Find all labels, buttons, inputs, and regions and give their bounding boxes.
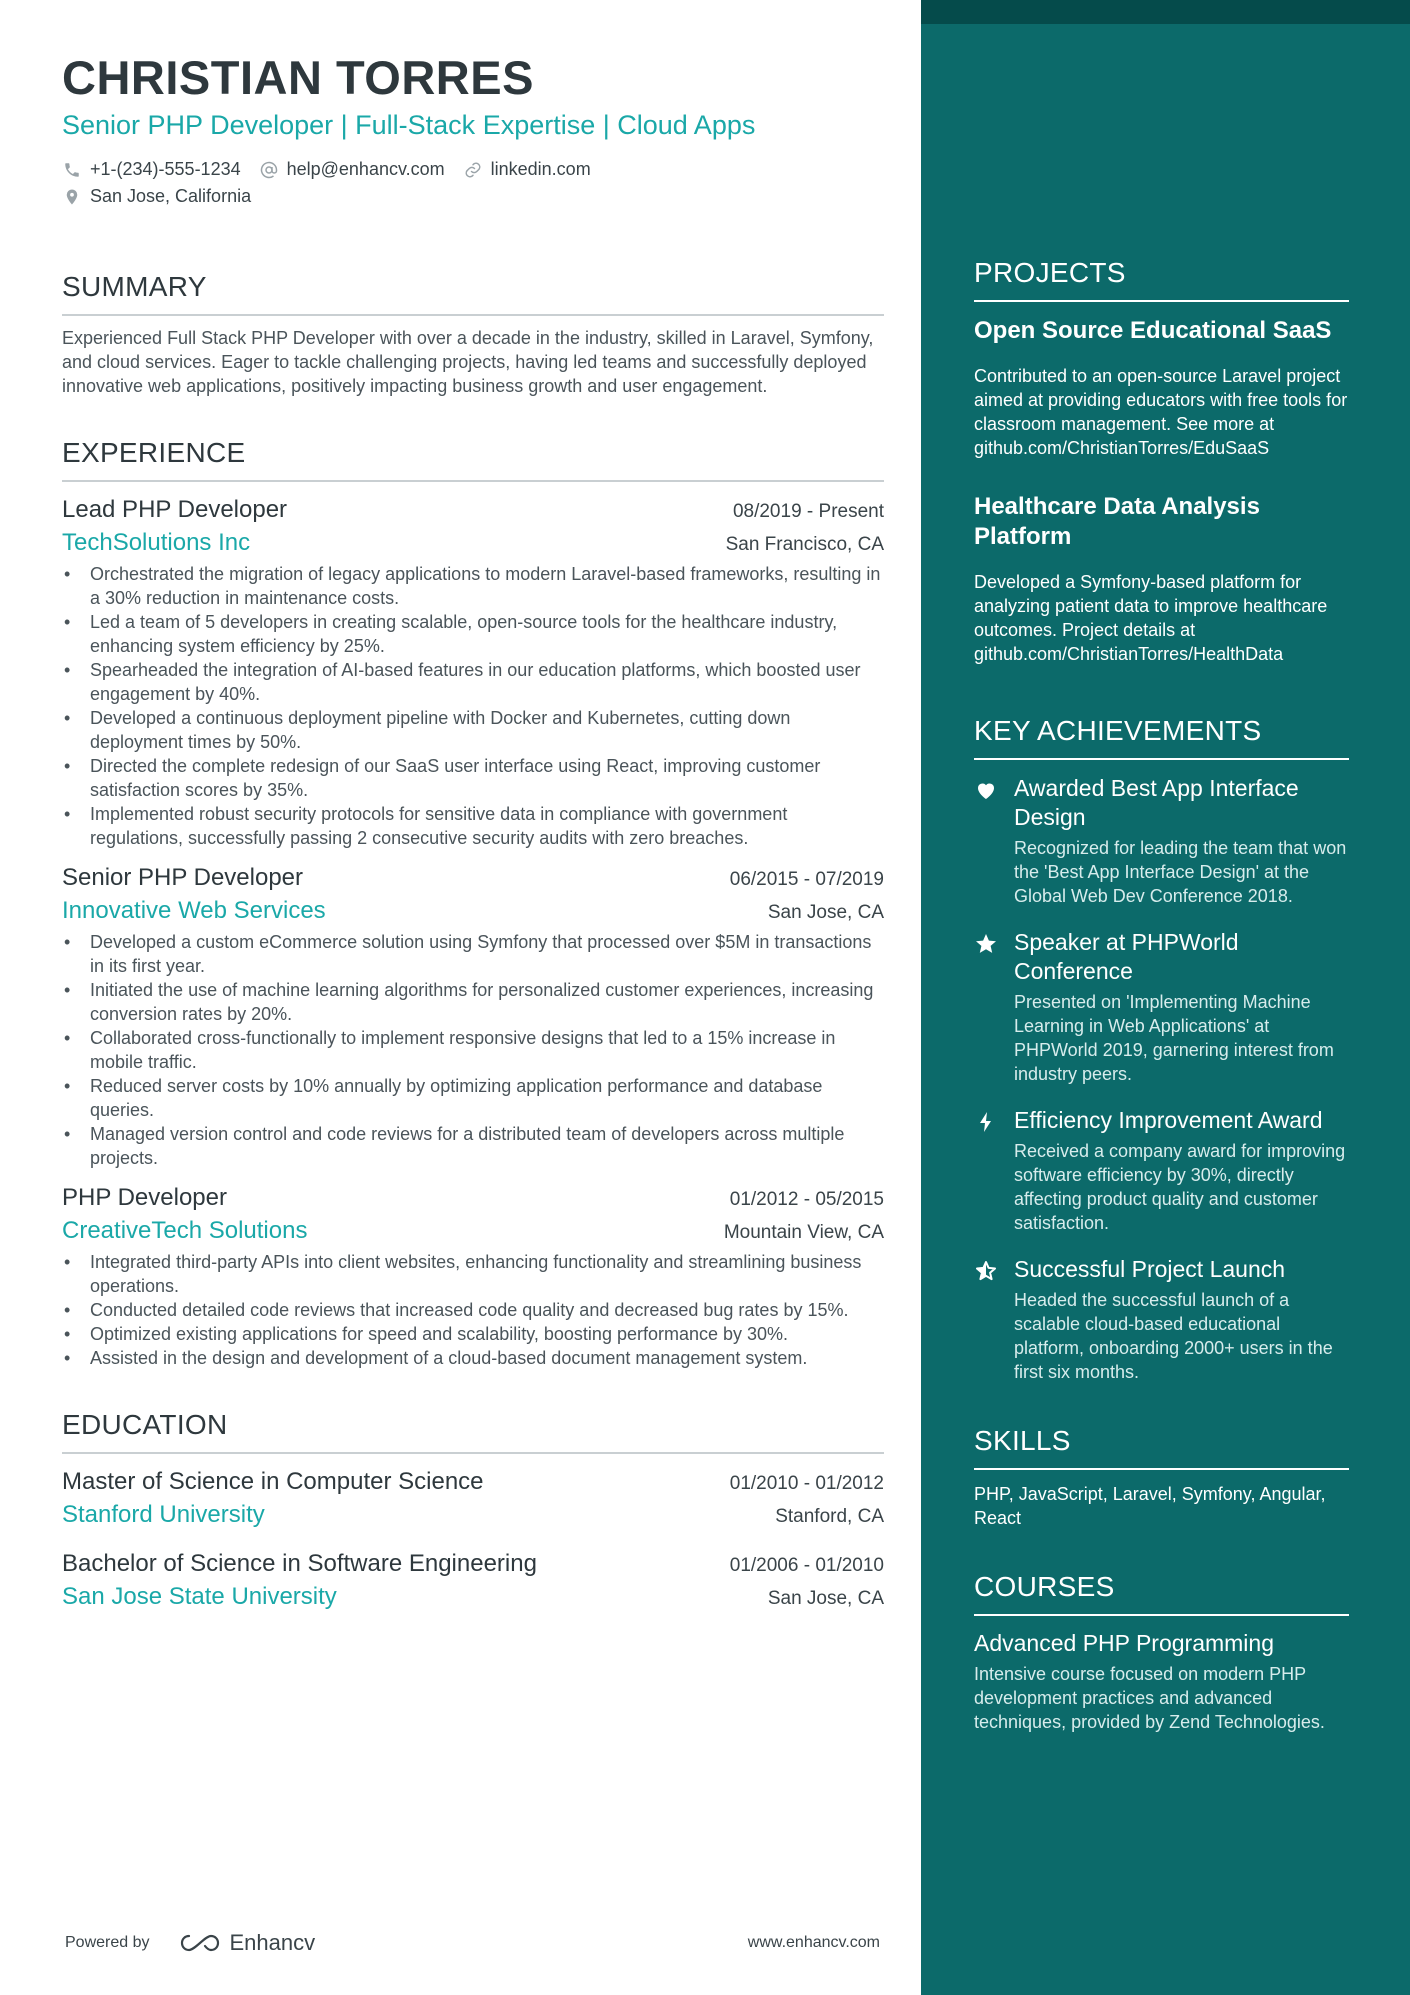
contact-info: [62, 156, 884, 210]
project-item: [974, 316, 1349, 460]
star-icon: [974, 928, 1014, 1086]
phone-contact[interactable]: [62, 159, 241, 180]
education-dates: 01/2006 - 01/2010: [729, 1555, 884, 1576]
job-bullets: [62, 1250, 884, 1370]
courses-section: [974, 1570, 1349, 1734]
lightning-icon: [974, 1106, 1014, 1235]
bullet-item: • Orchestrated the migration of legacy applications to modern Laravel-based frameworks, resulting in a 30% reduction in maintenance costs.: [62, 562, 884, 610]
job-location: Mountain View, CA: [723, 1222, 884, 1243]
achievement-description: Presented on 'Implementing Machine Learning in Web Applications' at PHPWorld 2019, garnering interest from industry peers.: [1014, 992, 1334, 1084]
achievement-item: [974, 1106, 1349, 1235]
project-title: Healthcare Data Analysis Platform: [974, 493, 1260, 550]
achievement-description: Recognized for leading the team that won the 'Best App Interface Design' at the Global Web Dev Conference 2018.: [1014, 838, 1347, 906]
link-icon: [463, 160, 483, 180]
linkedin-text: linkedin.com: [490, 159, 591, 179]
bullet-item: • Optimized existing applications for speed and scalability, boosting performance by 30%.: [62, 1322, 884, 1346]
job-location: San Francisco, CA: [725, 534, 884, 555]
school-location: San Jose, CA: [767, 1588, 884, 1609]
experience-title: EXPERIENCE: [62, 436, 884, 482]
achievement-description: Headed the successful launch of a scalable cloud-based educational platform, onboarding 2000+ users in the first six months.: [1014, 1290, 1333, 1382]
achievements-title: KEY ACHIEVEMENTS: [974, 714, 1349, 760]
job-dates: 06/2015 - 07/2019: [729, 869, 884, 890]
bullet-item: • Led a team of 5 developers in creating scalable, open-source tools for the healthcare industry, enhancing system efficiency by 25%.: [62, 610, 884, 658]
phone-icon: [62, 160, 82, 180]
projects-section: [974, 256, 1349, 666]
sidebar: [921, 0, 1410, 1995]
bullet-item: • Spearheaded the integration of AI-based features in our education platforms, which boosted user engagement by 40%.: [62, 658, 884, 706]
location-contact: [62, 186, 251, 207]
summary-title: SUMMARY: [62, 270, 884, 316]
website-link[interactable]: www.enhancv.com: [747, 1934, 880, 1951]
footer: [65, 1928, 880, 1958]
education-entry: [62, 1548, 884, 1614]
course-title: Advanced PHP Programming: [974, 1630, 1274, 1656]
achievements-section: [974, 714, 1349, 1384]
education-title: EDUCATION: [62, 1408, 884, 1454]
bullet-item: • Directed the complete redesign of our SaaS user interface using React, improving customer satisfaction scores by 35%.: [62, 754, 884, 802]
education-entry: [62, 1466, 884, 1532]
achievement-description: Received a company award for improving software efficiency by 30%, directly affecting product quality and customer satisfaction.: [1014, 1141, 1346, 1233]
skills-title: SKILLS: [974, 1424, 1349, 1470]
at-sign-icon: [259, 160, 279, 180]
phone-text: +1-(234)-555-1234: [90, 159, 241, 179]
location-text: San Jose, California: [90, 186, 252, 206]
project-item: [974, 492, 1349, 666]
degree-title: Bachelor of Science in Software Engineering: [62, 1550, 537, 1577]
project-title: Open Source Educational SaaS: [974, 317, 1332, 344]
job-bullets: [62, 930, 884, 1170]
degree-title: Master of Science in Computer Science: [62, 1468, 484, 1495]
powered-by-label: Powered by: [65, 1934, 150, 1951]
course-description: Intensive course focused on modern PHP development practices and advanced techniques, provided by Zend Technologies.: [974, 1664, 1325, 1732]
job-title: PHP Developer: [62, 1184, 227, 1211]
brand-logo[interactable]: [178, 1930, 316, 1956]
education-section: [62, 1408, 884, 1614]
achievement-title: Speaker at PHPWorld Conference: [1014, 929, 1239, 984]
sidebar-top-bar: [921, 0, 1410, 24]
achievement-item: [974, 928, 1349, 1086]
linkedin-contact[interactable]: [463, 159, 591, 180]
star-outline-icon: [974, 1255, 1014, 1384]
school-name: Stanford University: [62, 1501, 265, 1528]
brand-name: Enhancv: [229, 1930, 316, 1955]
bullet-item: • Managed version control and code reviews for a distributed team of developers across multiple projects.: [62, 1122, 884, 1170]
email-contact[interactable]: [259, 159, 445, 180]
bullet-item: • Conducted detailed code reviews that increased code quality and decreased bug rates by 15%.: [62, 1298, 884, 1322]
sidebar-content: [974, 256, 1349, 1734]
job-dates: 01/2012 - 05/2015: [729, 1189, 884, 1210]
bullet-item: • Implemented robust security protocols for sensitive data in compliance with government regulations, successfully passing 2 consecutive security audits with zero breaches.: [62, 802, 884, 850]
experience-entry: [62, 494, 884, 850]
heart-icon: [974, 774, 1014, 908]
company-name: CreativeTech Solutions: [62, 1217, 308, 1244]
achievement-title: Awarded Best App Interface Design: [1014, 775, 1299, 830]
bullet-item: • Developed a continuous deployment pipeline with Docker and Kubernetes, cutting down deployment times by 50%.: [62, 706, 884, 754]
experience-section: [62, 436, 884, 1370]
school-location: Stanford, CA: [775, 1506, 884, 1527]
email-text: help@enhancv.com: [286, 159, 445, 179]
bullet-item: • Initiated the use of machine learning algorithms for personalized customer experiences, increasing conversion rates by 20%.: [62, 978, 884, 1026]
headline: Senior PHP Developer | Full-Stack Expertise | Cloud Apps: [62, 110, 756, 140]
bullet-item: • Reduced server costs by 10% annually by optimizing application performance and database queries.: [62, 1074, 884, 1122]
powered-by: [65, 1930, 315, 1956]
project-description: Developed a Symfony-based platform for analyzing patient data to improve healthcare outcomes. Project details at github.com/ChristianTorres/HealthData: [974, 572, 1328, 664]
job-title: Lead PHP Developer: [62, 496, 288, 523]
candidate-name: CHRISTIAN TORRES: [62, 51, 534, 104]
job-bullets: [62, 562, 884, 850]
company-name: TechSolutions Inc: [62, 529, 251, 556]
summary-text: Experienced Full Stack PHP Developer with over a decade in the industry, skilled in Laravel, Symfony, and cloud services. Eager to tackle challenging projects, having led teams and successfully deployed innovative web applications, positively impacting business growth and user engagement.: [62, 328, 874, 396]
skills-list: PHP, JavaScript, Laravel, Symfony, Angular, React: [974, 1484, 1326, 1528]
job-location: San Jose, CA: [767, 902, 884, 923]
infinity-logo-icon: [178, 1932, 222, 1954]
achievement-item: [974, 774, 1349, 908]
job-title: Senior PHP Developer: [62, 864, 304, 891]
experience-entry: [62, 862, 884, 1170]
achievement-item: [974, 1255, 1349, 1384]
achievement-title: Efficiency Improvement Award: [1014, 1107, 1323, 1133]
experience-entry: [62, 1182, 884, 1370]
school-name: San Jose State University: [62, 1583, 337, 1610]
bullet-item: • Developed a custom eCommerce solution using Symfony that processed over $5M in transactions in its first year.: [62, 930, 884, 978]
project-description: Contributed to an open-source Laravel project aimed at providing educators with free tools for classroom management. See more at github.com/ChristianTorres/EduSaaS: [974, 366, 1348, 458]
bullet-item: • Assisted in the design and development of a cloud-based document management system.: [62, 1346, 884, 1370]
main-column: [62, 50, 884, 1614]
projects-title: PROJECTS: [974, 256, 1349, 302]
achievement-title: Successful Project Launch: [1014, 1256, 1286, 1282]
job-dates: 08/2019 - Present: [732, 501, 884, 522]
company-name: Innovative Web Services: [62, 897, 326, 924]
skills-section: [974, 1424, 1349, 1530]
education-dates: 01/2010 - 01/2012: [729, 1473, 884, 1494]
bullet-item: • Collaborated cross-functionally to implement responsive designs that led to a 15% increase in mobile traffic.: [62, 1026, 884, 1074]
location-pin-icon: [62, 187, 82, 207]
summary-section: [62, 270, 884, 398]
bullet-item: • Integrated third-party APIs into client websites, enhancing functionality and streamlining business operations.: [62, 1250, 884, 1298]
courses-title: COURSES: [974, 1570, 1349, 1616]
